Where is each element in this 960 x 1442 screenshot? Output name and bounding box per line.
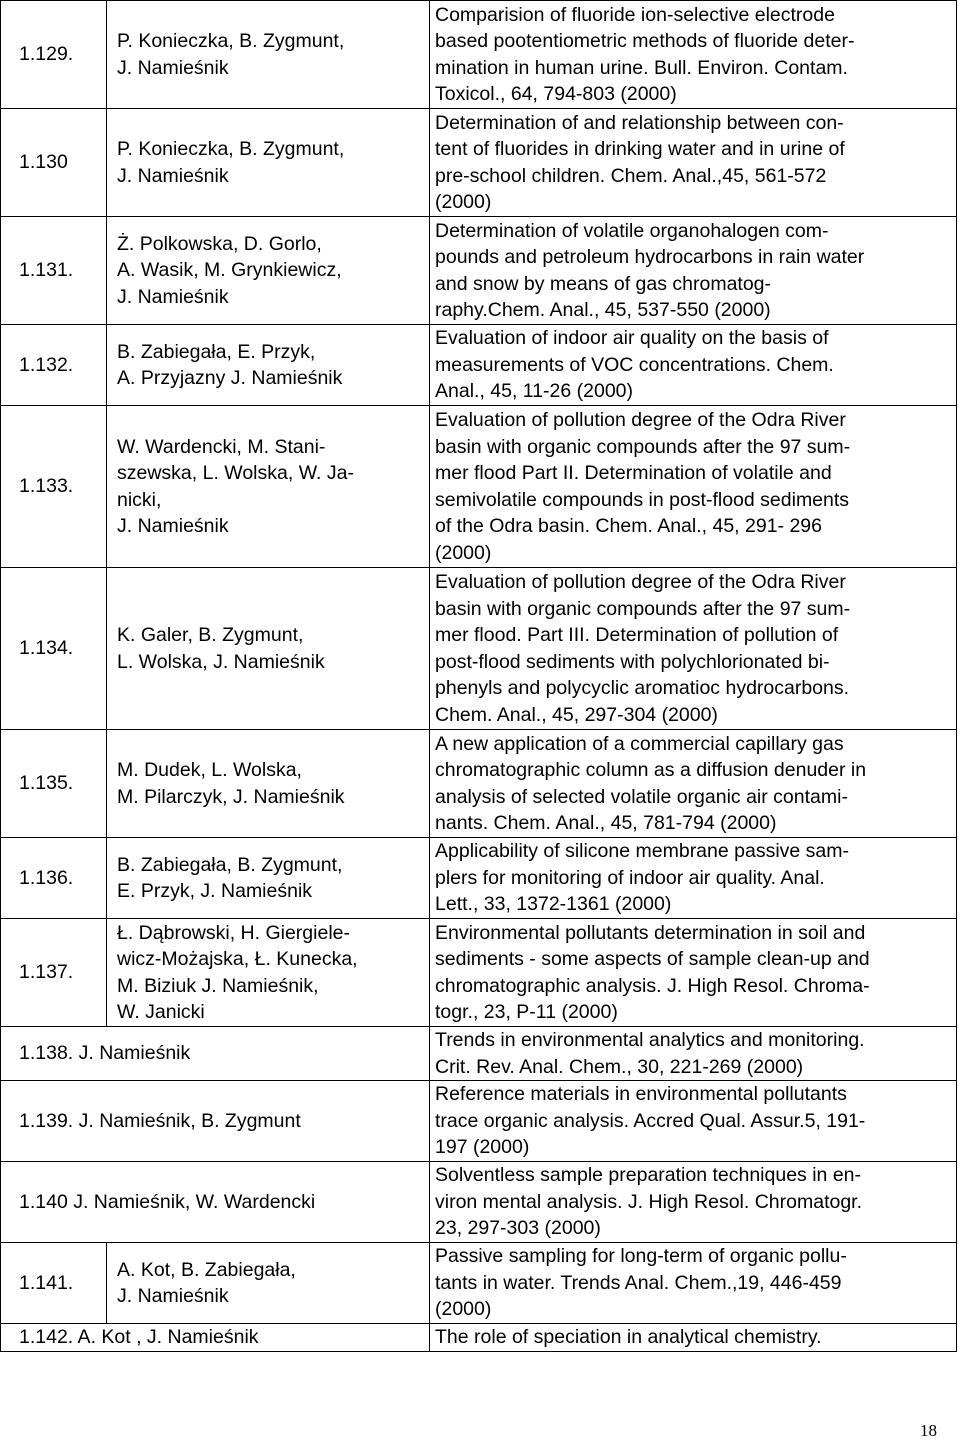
entry-number: 1.134. [1, 568, 107, 730]
entry-authors: P. Konieczka, B. Zygmunt, J. Namieśnik [107, 109, 430, 217]
entry-reference: Determination of volatile organohalogen com- pounds and petroleum hydrocarbons in rain water and snow by means of gas chromatog- raphy.Chem. Anal., 45, 537-550 (2000) [430, 217, 957, 325]
entry-reference: The role of speciation in analytical chemistry. [430, 1324, 957, 1352]
entry-number: 1.137. [1, 919, 107, 1027]
entry-number: 1.130 [1, 109, 107, 217]
page-number: 18 [920, 1421, 937, 1440]
entry-reference: Evaluation of pollution degree of the Odra River basin with organic compounds after the 97 sum- mer flood. Part III. Determination of pollution of post-flood sediments with polychlorionated bi- phenyls and polycyclic aromatioc hydrocarbons. Chem. Anal., 45, 297-304 (2000) [430, 568, 957, 730]
entry-authors: W. Wardencki, M. Stani- szewska, L. Wolska, W. Ja- nicki, J. Namieśnik [107, 406, 430, 568]
table-row [1, 325, 957, 406]
entry-authors: K. Galer, B. Zygmunt, L. Wolska, J. Namieśnik [107, 568, 430, 730]
entry-reference: Solventless sample preparation techniques in en- viron mental analysis. J. High Resol. Chromatogr. 23, 297-303 (2000) [430, 1162, 957, 1243]
entry-reference: Reference materials in environmental pollutants trace organic analysis. Accred Qual. Assur.5, 191- 197 (2000) [430, 1081, 957, 1162]
table-row [1, 838, 957, 919]
entry-number-authors: 1.139. J. Namieśnik, B. Zygmunt [1, 1081, 430, 1162]
entry-reference: Determination of and relationship between con- tent of fluorides in drinking water and in urine of pre-school children. Chem. Anal.,45, 561-572 (2000) [430, 109, 957, 217]
table-row [1, 1081, 957, 1162]
entry-number-authors: 1.142. A. Kot , J. Namieśnik [1, 1324, 430, 1352]
table-row [1, 1, 957, 109]
entry-reference: Environmental pollutants determination in soil and sediments - some aspects of sample clean-up and chromatographic analysis. J. High Resol. Chroma- togr., 23, P-11 (2000) [430, 919, 957, 1027]
entry-reference: Evaluation of indoor air quality on the basis of measurements of VOC concentrations. Chem. Anal., 45, 11-26 (2000) [430, 325, 957, 406]
table-row [1, 1027, 957, 1081]
entry-number: 1.129. [1, 1, 107, 109]
table-row [1, 217, 957, 325]
table-row [1, 568, 957, 730]
entry-authors: P. Konieczka, B. Zygmunt, J. Namieśnik [107, 1, 430, 109]
entry-authors: M. Dudek, L. Wolska, M. Pilarczyk, J. Namieśnik [107, 730, 430, 838]
entry-number-authors: 1.140 J. Namieśnik, W. Wardencki [1, 1162, 430, 1243]
entry-number: 1.132. [1, 325, 107, 406]
entry-reference: Comparision of fluoride ion-selective electrode based pootentiometric methods of fluoride deter- mination in human urine. Bull. Environ. Contam. Toxicol., 64, 794-803 (2000) [430, 1, 957, 109]
entry-authors: A. Kot, B. Zabiegała, J. Namieśnik [107, 1243, 430, 1324]
entry-number: 1.131. [1, 217, 107, 325]
entry-authors: B. Zabiegała, E. Przyk, A. Przyjazny J. Namieśnik [107, 325, 430, 406]
entry-number-authors: 1.138. J. Namieśnik [1, 1027, 430, 1081]
entry-reference: Applicability of silicone membrane passive sam- plers for monitoring of indoor air quality. Anal. Lett., 33, 1372-1361 (2000) [430, 838, 957, 919]
entry-reference: A new application of a commercial capillary gas chromatographic column as a diffusion denuder in analysis of selected volatile organic air contami- nants. Chem. Anal., 45, 781-794 (2000) [430, 730, 957, 838]
table-row [1, 919, 957, 1027]
table-row [1, 1243, 957, 1324]
table-row [1, 406, 957, 568]
entry-reference: Evaluation of pollution degree of the Odra River basin with organic compounds after the 97 sum- mer flood Part II. Determination of volatile and semivolatile compounds in post-flood sediments of the Odra basin. Chem. Anal., 45, 291- 296 (2000) [430, 406, 957, 568]
table-row [1, 109, 957, 217]
entry-number: 1.135. [1, 730, 107, 838]
entry-reference: Trends in environmental analytics and monitoring. Crit. Rev. Anal. Chem., 30, 221-269 (2000) [430, 1027, 957, 1081]
entry-reference: Passive sampling for long-term of organic pollu- tants in water. Trends Anal. Chem.,19, 446-459 (2000) [430, 1243, 957, 1324]
entry-number: 1.141. [1, 1243, 107, 1324]
entry-number: 1.133. [1, 406, 107, 568]
table-row [1, 1162, 957, 1243]
entry-number: 1.136. [1, 838, 107, 919]
table-row [1, 730, 957, 838]
entry-authors: Ł. Dąbrowski, H. Giergiele- wicz-Możajska, Ł. Kunecka, M. Biziuk J. Namieśnik, W. Janicki [107, 919, 430, 1027]
entry-authors: Ż. Polkowska, D. Gorlo, A. Wasik, M. Grynkiewicz, J. Namieśnik [107, 217, 430, 325]
table-row [1, 1324, 957, 1352]
entry-authors: B. Zabiegała, B. Zygmunt, E. Przyk, J. Namieśnik [107, 838, 430, 919]
